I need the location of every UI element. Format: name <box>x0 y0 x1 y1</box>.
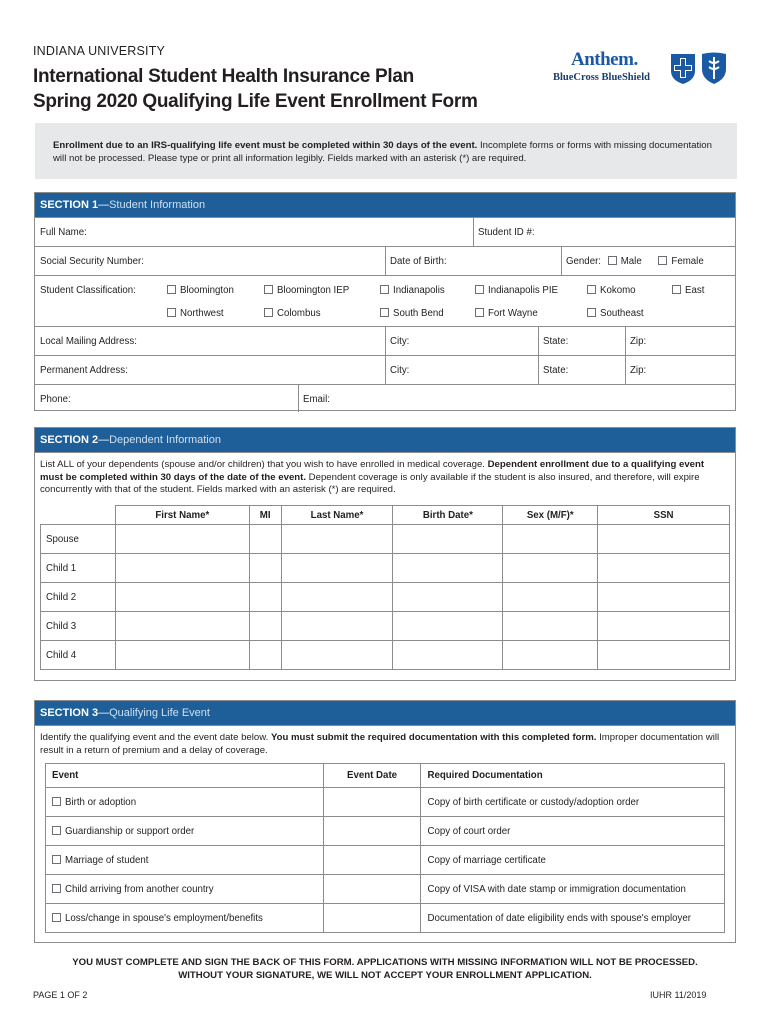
doc-text: Copy of VISA with date stamp or immigration documentation <box>421 875 725 904</box>
local-state-field[interactable] <box>538 327 568 355</box>
form-code: IUHR 11/2019 <box>650 990 707 1000</box>
event-date-input[interactable] <box>323 904 421 933</box>
section3-intro <box>35 725 735 757</box>
section2-dash: — <box>98 434 110 446</box>
cell-input[interactable] <box>598 583 730 612</box>
event-guardianship[interactable]: Guardianship or support order <box>46 817 324 846</box>
section-qualifying-life-event <box>34 700 736 943</box>
section2-intro-rest: Dependent coverage is only available if the student is also insured, and therefore, will expire concurrently with that of the student. Fields marked with an asterisk (*) are required. <box>40 471 700 495</box>
col-ssn: SSN <box>598 506 730 525</box>
cell-input[interactable] <box>115 554 249 583</box>
row-local-address <box>35 326 735 355</box>
cell-input[interactable] <box>393 612 503 641</box>
doc-text: Copy of birth certificate or custody/adoption order <box>421 788 725 817</box>
cell-input[interactable] <box>598 525 730 554</box>
section2-label: SECTION 2 <box>40 434 99 446</box>
section3-dash: — <box>98 707 110 719</box>
form-title <box>33 64 478 114</box>
cell-input[interactable] <box>393 583 503 612</box>
cell-input[interactable] <box>281 525 393 554</box>
cell-input[interactable] <box>503 641 598 670</box>
cell-input[interactable] <box>115 641 249 670</box>
classification-label: Student Classification: <box>40 285 136 296</box>
campus-kokomo[interactable]: Kokomo <box>587 285 636 296</box>
doc-text: Documentation of date eligibility ends with spouse's employer <box>421 904 725 933</box>
blue-shield-icon <box>700 51 728 85</box>
cell-input[interactable] <box>249 641 281 670</box>
doc-text: Copy of court order <box>421 817 725 846</box>
section-dependent-information <box>34 427 736 681</box>
cell-input[interactable] <box>598 641 730 670</box>
table-row <box>41 525 730 554</box>
event-date-input[interactable] <box>323 875 421 904</box>
section2-intro <box>35 452 735 497</box>
col-birth-date: Birth Date* <box>393 506 503 525</box>
permanent-address-field[interactable] <box>35 356 128 384</box>
cell-input[interactable] <box>503 612 598 641</box>
page-number: PAGE 1 OF 2 <box>33 990 88 1000</box>
event-marriage[interactable]: Marriage of student <box>46 846 324 875</box>
dependents-table <box>40 505 730 670</box>
permanent-city-label: City: <box>390 365 410 376</box>
event-date-input[interactable] <box>323 817 421 846</box>
university-name: INDIANA UNIVERSITY <box>33 44 166 58</box>
cell-input[interactable] <box>598 554 730 583</box>
student-id-label: Student ID #: <box>478 227 535 238</box>
cell-input[interactable] <box>281 641 393 670</box>
table-row <box>46 788 725 817</box>
full-name-field[interactable] <box>35 218 87 246</box>
cell-input[interactable] <box>503 583 598 612</box>
event-spouse-employment[interactable]: Loss/change in spouse's employment/benefits <box>46 904 324 933</box>
events-table <box>45 763 725 933</box>
dob-field[interactable] <box>385 247 447 275</box>
col-event: Event <box>46 764 324 788</box>
col-last-name: Last Name* <box>281 506 393 525</box>
table-row <box>41 641 730 670</box>
table-row <box>41 583 730 612</box>
row-label-child2: Child 2 <box>41 583 116 612</box>
gender-label: Gender: <box>566 256 602 267</box>
local-zip-field[interactable] <box>625 327 646 355</box>
cell-input[interactable] <box>281 612 393 641</box>
table-row <box>41 612 730 641</box>
col-first-name: First Name* <box>115 506 249 525</box>
ssn-label: Social Security Number: <box>40 256 144 267</box>
row-label-child3: Child 3 <box>41 612 116 641</box>
female-checkbox[interactable] <box>658 256 667 265</box>
cell-input[interactable] <box>249 554 281 583</box>
notice-bold: Enrollment due to an IRS-qualifying life event must be completed within 30 days of the event. <box>53 140 478 151</box>
enrollment-notice <box>35 123 737 179</box>
event-date-input[interactable] <box>323 788 421 817</box>
permanent-zip-label: Zip: <box>630 365 647 376</box>
cell-input[interactable] <box>115 525 249 554</box>
table-row <box>46 846 725 875</box>
logo-wordmark: Anthem. <box>571 49 638 70</box>
cell-input[interactable] <box>281 583 393 612</box>
section2-name: Dependent Information <box>109 434 221 446</box>
event-date-input[interactable] <box>323 846 421 875</box>
cell-input[interactable] <box>393 641 503 670</box>
col-mi: MI <box>249 506 281 525</box>
local-zip-label: Zip: <box>630 336 647 347</box>
section3-header <box>35 701 735 725</box>
cell-input[interactable] <box>393 525 503 554</box>
signature-warning-line1: YOU MUST COMPLETE AND SIGN THE BACK OF THIS FORM. APPLICATIONS WITH MISSING INFORMATION WILL NOT BE PROCESSED. <box>72 957 698 968</box>
permanent-zip-field[interactable] <box>625 356 646 384</box>
events-header-row <box>46 764 725 788</box>
section3-intro-text: Identify the qualifying event and the event date below. <box>40 732 271 743</box>
cell-input[interactable] <box>249 583 281 612</box>
notice-text: Incomplete forms or forms with missing documentation will not be processed. Please type or print all information legibly. Fields marked with an asterisk (*) are required. <box>53 140 712 164</box>
col-event-date: Event Date <box>323 764 421 788</box>
cell-input[interactable] <box>249 612 281 641</box>
event-birth[interactable]: Birth or adoption <box>46 788 324 817</box>
cell-input[interactable] <box>503 525 598 554</box>
campus-south-bend[interactable]: South Bend <box>380 308 444 319</box>
female-label: Female <box>671 256 704 267</box>
local-state-label: State: <box>543 336 569 347</box>
col-sex: Sex (M/F)* <box>503 506 598 525</box>
gender-field <box>561 247 704 275</box>
form-title-line2: Spring 2020 Qualifying Life Event Enrollment Form <box>33 91 478 112</box>
campus-fort-wayne[interactable]: Fort Wayne <box>475 308 538 319</box>
cell-input[interactable] <box>115 583 249 612</box>
campus-colombus[interactable]: Colombus <box>264 308 321 319</box>
section3-intro-rest: Improper documentation will result in a return of premium and a delay of coverage. <box>40 732 720 756</box>
row-label-spouse: Spouse <box>41 525 116 554</box>
form-title-line1: International Student Health Insurance Plan <box>33 66 414 87</box>
section-student-information <box>34 192 736 411</box>
local-address-label: Local Mailing Address: <box>40 336 137 347</box>
row-label-child4: Child 4 <box>41 641 116 670</box>
anthem-logo <box>551 49 731 89</box>
cell-input[interactable] <box>503 554 598 583</box>
phone-field[interactable] <box>35 385 71 412</box>
table-row <box>46 817 725 846</box>
campus-indianapolis[interactable]: Indianapolis <box>380 285 445 296</box>
campus-indianapolis-pie[interactable]: Indianapolis PIE <box>475 285 558 296</box>
section1-label: SECTION 1 <box>40 199 99 211</box>
logo-subtitle: BlueCross BlueShield <box>553 72 650 83</box>
table-row <box>41 554 730 583</box>
section2-header <box>35 428 735 452</box>
row-ssn <box>35 246 735 275</box>
section1-name: Student Information <box>109 199 206 211</box>
campus-northwest[interactable]: Northwest <box>167 308 224 319</box>
campus-southeast[interactable]: Southeast <box>587 308 644 319</box>
campus-bloomington[interactable]: Bloomington <box>167 285 234 296</box>
section3-name: Qualifying Life Event <box>109 707 210 719</box>
male-checkbox[interactable] <box>608 256 617 265</box>
phone-label: Phone: <box>40 394 71 405</box>
table-row <box>46 904 725 933</box>
cell-input[interactable] <box>598 612 730 641</box>
permanent-state-field[interactable] <box>538 356 568 384</box>
cell-input[interactable] <box>249 525 281 554</box>
row-permanent-address <box>35 355 735 384</box>
local-city-field[interactable] <box>385 327 409 355</box>
full-name-label: Full Name: <box>40 227 87 238</box>
permanent-city-field[interactable] <box>385 356 409 384</box>
section1-header <box>35 193 735 217</box>
row-classification <box>35 275 735 326</box>
section2-intro-text: List ALL of your dependents (spouse and/or children) that you wish to have enrolled in medical coverage. <box>40 459 488 470</box>
section2-intro-bold: Dependent enrollment due to a qualifying event must be completed within 30 days of the date of the event. <box>40 459 705 483</box>
email-field[interactable] <box>298 385 330 412</box>
permanent-state-label: State: <box>543 365 569 376</box>
signature-warning-line2: WITHOUT YOUR SIGNATURE, WE WILL NOT ACCEPT YOUR ENROLLMENT APPLICATION. <box>178 969 592 981</box>
cell-input[interactable] <box>115 612 249 641</box>
local-city-label: City: <box>390 336 410 347</box>
cell-input[interactable] <box>393 554 503 583</box>
row-label-child1: Child 1 <box>41 554 116 583</box>
male-label: Male <box>620 256 642 267</box>
student-id-field[interactable] <box>473 218 535 246</box>
section3-label: SECTION 3 <box>40 707 99 719</box>
dob-label: Date of Birth: <box>390 256 447 267</box>
campus-bloomington-iep[interactable]: Bloomington IEP <box>264 285 349 296</box>
row-contact <box>35 384 735 412</box>
dependents-header-row <box>41 506 730 525</box>
section3-intro-bold: You must submit the required documentation with this completed form. <box>270 732 597 743</box>
col-required-documentation: Required Documentation <box>421 764 725 788</box>
campus-east[interactable]: East <box>672 285 704 296</box>
doc-text: Copy of marriage certificate <box>421 846 725 875</box>
cell-input[interactable] <box>281 554 393 583</box>
section1-dash: — <box>98 199 110 211</box>
signature-warning <box>35 957 735 982</box>
event-child-arriving[interactable]: Child arriving from another country <box>46 875 324 904</box>
ssn-field[interactable] <box>35 247 144 275</box>
permanent-address-label: Permanent Address: <box>40 365 128 376</box>
table-row <box>46 875 725 904</box>
local-address-field[interactable] <box>35 327 137 355</box>
row-name <box>35 217 735 246</box>
blue-cross-icon <box>669 51 697 85</box>
email-label: Email: <box>303 394 330 405</box>
